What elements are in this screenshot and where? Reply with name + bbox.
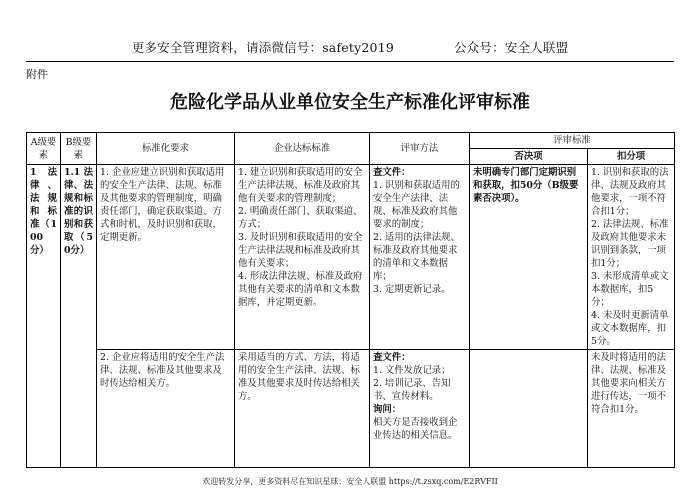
- page-header: [0, 38, 700, 56]
- method-heading: 询问：: [373, 404, 402, 415]
- method-item: 2. 培训记录、告知书、宣传材料。: [373, 378, 451, 402]
- standard-item: 1. 建立识别和获取适用的安全生产法律法规、标准及政府其他有关要求的管理制度；: [238, 167, 363, 204]
- method-item: 1. 识别和获取适用的安全生产法律、法规、标准及政府其他要求的制度；: [373, 180, 460, 230]
- deduction-cell: [588, 350, 675, 468]
- header-enterprise-standard: 企业达标标准: [235, 133, 370, 165]
- header-wechat: 更多安全管理资料，请添微信号：safety2019: [131, 40, 394, 55]
- standard-item: 2. 明确责任部门、获取渠道、方式；: [238, 206, 363, 230]
- table-row: [27, 350, 675, 468]
- page-footer: 欢迎转发分享，更多资料尽在知识星球：安全人联盟 https://t.zsxq.com/E2RVFII: [202, 477, 498, 486]
- header-veto: 否决项: [470, 149, 588, 165]
- veto-cell: 未明确专门部门定期识别和获取，扣50分（B级要素否决项）。: [470, 165, 588, 350]
- standards-table: [26, 132, 675, 468]
- deduction-item: 3. 未形成清单或文本数据库，扣5分；: [591, 271, 669, 308]
- method-item: 2. 适用的法律法规、标准及政府其他要求的清单和文本数据库；: [373, 232, 460, 282]
- requirement-cell: 2. 企业应将适用的安全生产法律、法规、标准及其他要求及时传达给相关方。: [97, 350, 235, 468]
- method-item: 相关方是否接收到企业传达的相关信息。: [373, 417, 458, 441]
- a-element-cell: 1 法律、法规和标准（100分）: [27, 165, 61, 468]
- header-review-method: 评审方法: [370, 133, 470, 165]
- requirement-cell: 1. 企业应建立识别和获取适用的安全生产法律、法规、标准及其他要求的管理制度，明确责任部门，确定获取渠道、方式和时机，及时识别和获取，定期更新。: [97, 165, 235, 350]
- deduction-item: 1. 识别和获取的法律、法规及政府其他要求，一项不符合扣1分；: [591, 167, 669, 217]
- header-requirement: 标准化要求: [97, 133, 235, 165]
- standard-item: 3. 及时识别和获取适用的安全生产法律法规和标准及政府其他有关要求；: [238, 232, 363, 269]
- deduction-item: 2. 法律法规、标准及政府其他要求未识别到条款，一项扣1分；: [591, 219, 669, 269]
- b-element-cell: 1.1法律、法规和标准的识别和获取（50分）: [61, 165, 97, 468]
- method-heading: 查文件：: [373, 352, 411, 363]
- method-item: 3. 定期更新记录。: [373, 284, 451, 295]
- standard-item: 采用适当的方式、方法，将适用的安全生产法律、法规、标准及其他要求及时传达给相关方。: [238, 352, 360, 402]
- header-account: 公众号：安全人联盟: [453, 40, 569, 55]
- header-b-level: B级要素: [61, 133, 97, 165]
- standard-cell: [235, 350, 370, 468]
- method-cell: [370, 350, 470, 468]
- header-review-standard: 评审标准: [470, 133, 675, 149]
- method-cell: [370, 165, 470, 350]
- attachment-label: 附件: [26, 68, 48, 81]
- header-a-level: A级要素: [27, 133, 61, 165]
- veto-cell: [470, 350, 588, 468]
- header-deduction: 扣分项: [588, 149, 675, 165]
- document-title: 危险化学品从业单位安全生产标准化评审标准: [170, 92, 530, 113]
- standard-cell: [235, 165, 370, 350]
- standard-item: 4. 形成法律法规、标准及政府其他有关要求的清单和文本数据库，并定期更新。: [238, 271, 363, 308]
- method-item: 1. 文件发放记录；: [373, 365, 451, 376]
- deduction-cell: [588, 165, 675, 350]
- deduction-item: 未及时将适用的法律、法规、标准及其他要求向相关方进行传达，一项不符合扣1分。: [591, 352, 667, 415]
- method-heading: 查文件：: [373, 167, 411, 178]
- deduction-item: 4. 未及时更新清单或文本数据库，扣5分。: [591, 310, 669, 347]
- header-divider: [26, 61, 674, 62]
- table-row: [27, 165, 675, 350]
